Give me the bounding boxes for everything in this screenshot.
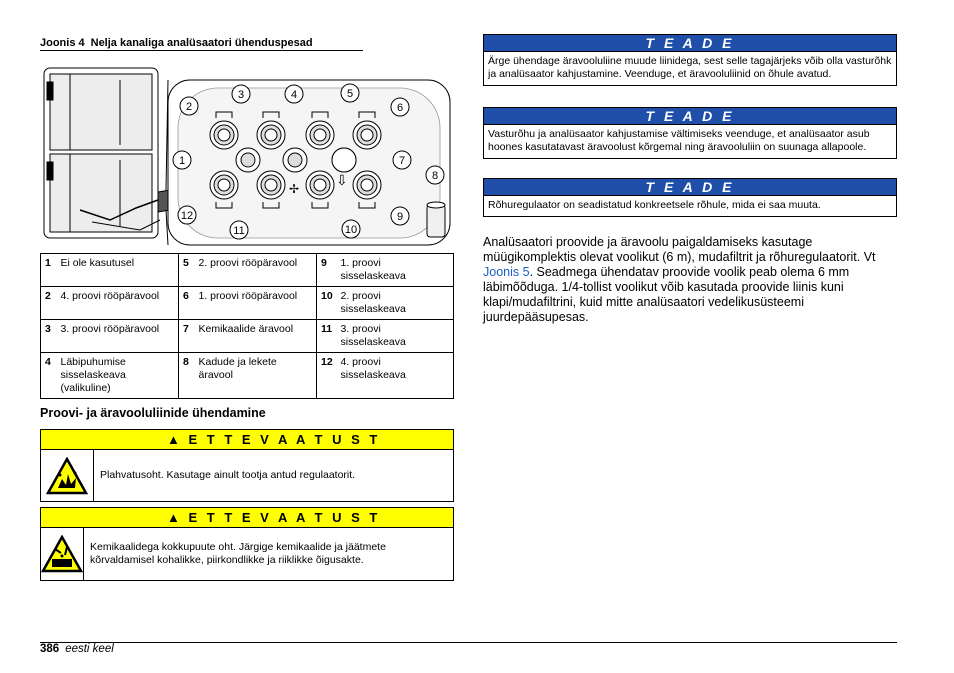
page-number: 386 <box>40 643 60 655</box>
connection-ports-figure <box>40 60 454 250</box>
callout-5 <box>341 84 359 102</box>
notice-box <box>483 34 897 86</box>
notice-text: Rõhuregulaator on seadistatud konkreetsele rõhule, mida ei saa muuta. <box>488 199 821 211</box>
callout-12 <box>178 206 196 224</box>
chemical-hazard-icon <box>41 528 84 580</box>
svg-text:1: 1 <box>178 155 186 167</box>
figure-title <box>40 37 363 51</box>
callout-6 <box>391 98 409 116</box>
figure-link[interactable]: Joonis 5 <box>483 265 530 279</box>
table-row: 2 4. proovi rööpäravool 6 1. proovi rööpäravool 10 2. proovi sisselaskeava <box>41 287 454 320</box>
caution-label: E T T E V A A T U S T <box>188 432 381 447</box>
svg-text:10: 10 <box>344 224 358 236</box>
callout-2 <box>180 97 198 115</box>
notice-text: Ärge ühendage äravooluliine muude liinidega, sest selle tagajärjeks võib olla vasturõhk ja analüsaator kahjustamine. Veenduge, et äravooluliinid on õhule avatud. <box>488 55 892 80</box>
caution-text: Plahvatusoht. Kasutage ainult tootja antud regulaatorit. <box>100 468 356 481</box>
caution-label: E T T E V A A T U S T <box>188 510 381 525</box>
fan-symbol: ✢ <box>289 182 300 196</box>
callout-4 <box>285 85 303 103</box>
figure-caption: Nelja kanaliga analüsaatori ühenduspesad <box>90 37 313 49</box>
notice-box <box>483 107 897 159</box>
callout-1 <box>173 151 191 169</box>
svg-text:9: 9 <box>396 211 404 223</box>
caution-header <box>41 508 453 528</box>
notice-header: T E A D E <box>484 179 896 196</box>
svg-text:3: 3 <box>237 89 245 101</box>
svg-text:2: 2 <box>185 101 193 113</box>
footer-rule <box>40 642 897 643</box>
warning-triangle-icon: ▲ <box>167 510 180 525</box>
svg-text:8: 8 <box>431 170 439 182</box>
callout-9 <box>391 207 409 225</box>
analyzer-cabinet-drawing <box>44 68 170 238</box>
callout-8 <box>426 166 444 184</box>
table-row: 1 Ei ole kasutusel 5 2. proovi rööpäravool 9 1. proovi sisselaskeava <box>41 254 454 287</box>
warning-triangle-icon: ▲ <box>167 432 180 447</box>
notice-header: T E A D E <box>484 108 896 125</box>
drain-arrow-symbol: ⇩ <box>336 173 348 189</box>
callout-11 <box>230 221 248 239</box>
paragraph-text: Analüsaatori proovide ja äravoolu paigaldamiseks kasutage müügikomplektis olevat voolikut (6 m), mudafiltrit ja rõhuregulaatorit. Vt <box>483 235 876 264</box>
svg-text:7: 7 <box>398 155 406 167</box>
callout-10 <box>342 220 360 238</box>
explosion-hazard-icon <box>41 450 94 501</box>
caution-box <box>40 429 454 502</box>
footer-language: eesti keel <box>65 643 114 655</box>
paragraph-text: . Seadmega ühendatav proovide voolik peab olema 6 mm läbimõõduga. 1/4-tollist voolikut võib kasutada proovide liinis kuni klapi/mudafiltrini, kuid mitte analüsaatori vedelikusüsteemi juurdepääsupesas. <box>483 265 850 324</box>
notice-box <box>483 178 897 217</box>
notice-text: Vasturõhu ja analüsaator kahjustamise vältimiseks veenduge, et analüsaator asub hoones kasutatavast äravoolust kõrgemal ning äravooluliin on suunaga allapoole. <box>488 128 870 153</box>
table-row: 3 3. proovi rööpäravool 7 Kemikaalide äravool 11 3. proovi sisselaskeava <box>41 320 454 353</box>
body-paragraph <box>483 235 897 325</box>
page-footer <box>40 643 114 655</box>
table-row: 4 Läbipuhumise sisselaskeava (valikuline) 8 Kadude ja lekete äravool 12 4. proovi sisselaskeava <box>41 353 454 399</box>
notice-header: T E A D E <box>484 35 896 52</box>
pressure-regulator-drawing <box>427 202 445 237</box>
figure-legend-table <box>40 253 454 399</box>
figure-number: Joonis 4 <box>40 37 85 49</box>
svg-text:4: 4 <box>290 89 298 101</box>
callout-7 <box>393 151 411 169</box>
svg-text:11: 11 <box>233 225 245 237</box>
svg-text:12: 12 <box>180 210 194 222</box>
caution-header <box>41 430 453 450</box>
caution-box <box>40 507 454 581</box>
section-heading: Proovi- ja äravooluliinide ühendamine <box>40 406 266 420</box>
callout-3 <box>232 85 250 103</box>
svg-text:5: 5 <box>346 88 354 100</box>
caution-text: Kemikaalidega kokkupuute oht. Järgige kemikaalide ja jäätmete kõrvaldamisel kohalikke, piirkondlikke ja riiklikke õigusakte. <box>90 540 386 566</box>
svg-text:6: 6 <box>396 102 404 114</box>
